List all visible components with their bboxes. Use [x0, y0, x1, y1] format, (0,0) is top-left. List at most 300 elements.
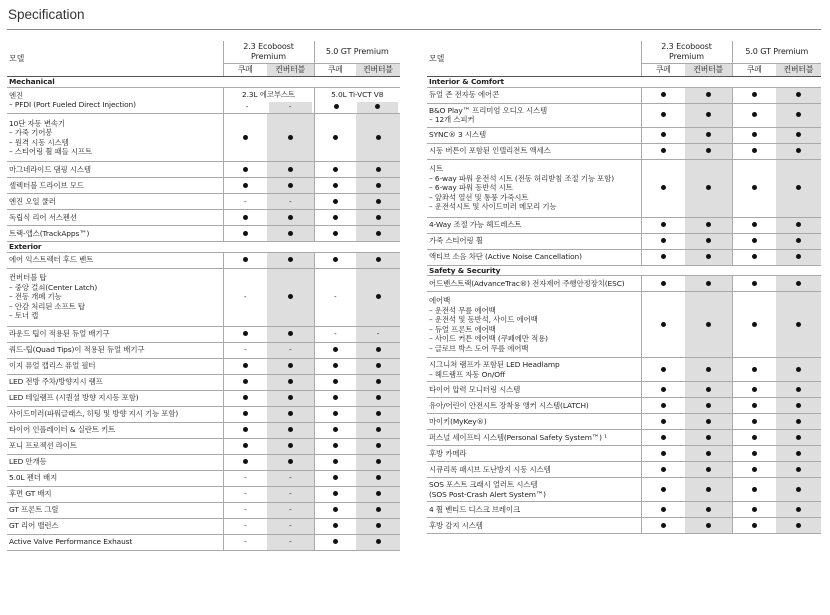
availability-cell — [732, 430, 776, 446]
availability-cell — [356, 178, 400, 194]
availability-cell — [685, 217, 732, 233]
header-row — [427, 41, 821, 64]
spec-row — [427, 249, 821, 265]
section-title: Mechanical — [7, 77, 400, 88]
standard-dot-icon — [661, 254, 666, 259]
availability-cell — [732, 143, 776, 159]
feature-label — [427, 103, 641, 127]
standard-dot-icon — [752, 322, 757, 327]
not-available-dash: - — [288, 345, 292, 355]
model-header: 모델 — [427, 41, 641, 77]
availability-cell — [641, 398, 685, 414]
availability-cell — [314, 194, 356, 210]
standard-dot-icon — [661, 222, 666, 227]
spec-row — [7, 422, 400, 438]
availability-cell — [685, 358, 732, 382]
availability-cell — [776, 414, 821, 430]
spec-row — [427, 430, 821, 446]
availability-cell — [356, 162, 400, 178]
feature-line: – 운전석 무릎 에어백 — [429, 305, 496, 315]
not-available-dash: - — [376, 329, 380, 339]
availability-cell — [314, 438, 356, 454]
availability-cell — [314, 406, 356, 422]
availability-cell — [685, 233, 732, 249]
feature-label — [7, 374, 223, 390]
availability-cell — [267, 178, 314, 194]
standard-dot-icon — [333, 459, 338, 464]
standard-dot-icon — [706, 281, 711, 286]
availability-cell — [776, 518, 821, 534]
standard-dot-icon — [333, 183, 338, 188]
trim-header-line2: Premium — [669, 52, 704, 61]
availability-cell — [776, 382, 821, 398]
not-available-dash: - — [243, 537, 247, 547]
standard-dot-icon — [243, 135, 248, 140]
standard-dot-icon — [661, 281, 666, 286]
availability-cell — [223, 390, 267, 406]
feature-label — [7, 470, 223, 486]
standard-dot-icon — [333, 379, 338, 384]
feature-line: 에어백 — [429, 296, 451, 305]
availability-cell — [356, 342, 400, 358]
availability-cell — [314, 178, 356, 194]
availability-cell — [685, 446, 732, 462]
availability-cell — [685, 292, 732, 358]
availability-cell — [223, 342, 267, 358]
availability-cell — [314, 454, 356, 470]
feature-line: GT 프론트 그릴 — [9, 505, 59, 515]
availability-cell — [732, 127, 776, 143]
feature-line: 사이드미러(파워글래스, 히팅 및 방향 지시 기능 포함) — [9, 409, 179, 419]
feature-line: 쿼드-팁(Quad Tips)이 적용된 듀얼 배기구 — [9, 345, 145, 355]
standard-dot-icon — [752, 403, 757, 408]
availability-cell — [314, 226, 356, 242]
availability-cell — [223, 438, 267, 454]
not-available-dash: - — [245, 102, 249, 111]
spec-row — [427, 478, 821, 502]
convertible-header: 컨버터블 — [356, 64, 400, 77]
availability-cell — [685, 478, 732, 502]
mark-cell — [317, 102, 358, 113]
feature-line: Active Valve Performance Exhaust — [9, 537, 133, 547]
feature-line: – 앞좌석 열선 및 통풍 가죽시트 — [429, 192, 529, 202]
availability-cell — [685, 502, 732, 518]
standard-dot-icon — [376, 379, 381, 384]
standard-dot-icon — [333, 395, 338, 400]
feature-label — [427, 217, 641, 233]
availability-cell — [356, 486, 400, 502]
availability-cell — [267, 534, 314, 550]
standard-dot-icon — [706, 254, 711, 259]
feature-line: – 안감 처리된 소프트 탑 — [9, 301, 85, 311]
spec-row — [7, 342, 400, 358]
coupe-header: 쿠페 — [641, 64, 685, 77]
feature-label — [7, 390, 223, 406]
feature-line: 셀렉터블 드라이브 모드 — [9, 180, 84, 190]
standard-dot-icon — [752, 523, 757, 528]
availability-cell — [776, 233, 821, 249]
availability-cell — [267, 358, 314, 374]
section-title: Safety & Security — [427, 265, 821, 276]
availability-cell — [732, 217, 776, 233]
availability-cell — [356, 406, 400, 422]
section-title: Interior & Comfort — [427, 77, 821, 88]
trim-header-ecoboost — [641, 41, 732, 64]
standard-dot-icon — [661, 467, 666, 472]
availability-cell — [641, 249, 685, 265]
standard-dot-icon — [333, 135, 338, 140]
standard-dot-icon — [752, 451, 757, 456]
standard-dot-icon — [375, 104, 380, 109]
feature-line: – 헤드램프 자동 On/Off — [429, 369, 505, 379]
standard-dot-icon — [376, 231, 381, 236]
standard-dot-icon — [376, 395, 381, 400]
feature-line: 이지 퓨얼 캡리스 퓨얼 필터 — [9, 361, 96, 371]
availability-cell — [314, 252, 356, 268]
availability-cell — [223, 422, 267, 438]
spec-row — [7, 226, 400, 242]
standard-dot-icon — [243, 379, 248, 384]
feature-label — [7, 252, 223, 268]
standard-dot-icon — [706, 467, 711, 472]
standard-dot-icon — [706, 523, 711, 528]
availability-cell — [223, 358, 267, 374]
standard-dot-icon — [334, 104, 339, 109]
convertible-header: 컨버터블 — [267, 64, 314, 77]
standard-dot-icon — [796, 112, 801, 117]
standard-dot-icon — [333, 443, 338, 448]
not-available-dash: - — [333, 329, 337, 339]
availability-cell — [267, 454, 314, 470]
standard-dot-icon — [796, 523, 801, 528]
availability-cell — [223, 406, 267, 422]
feature-line: – 듀얼 프론트 에어백 — [429, 324, 496, 334]
standard-dot-icon — [661, 112, 666, 117]
feature-label — [7, 422, 223, 438]
standard-dot-icon — [333, 257, 338, 262]
feature-label — [7, 226, 223, 242]
not-available-dash: - — [243, 489, 247, 499]
feature-line: 엔진 오일 쿨러 — [9, 196, 56, 206]
standard-dot-icon — [796, 419, 801, 424]
feature-label — [427, 143, 641, 159]
feature-line: SOS 포스트 크래시 얼러트 시스템 — [429, 480, 538, 489]
spec-row — [7, 518, 400, 534]
availability-cell — [356, 226, 400, 242]
availability-cell — [641, 502, 685, 518]
feature-label — [427, 249, 641, 265]
standard-dot-icon — [288, 363, 293, 368]
standard-dot-icon — [288, 215, 293, 220]
availability-cell — [776, 358, 821, 382]
feature-line: 트랙-앱스(TrackApps™) — [9, 228, 90, 238]
trim-header-gt: 5.0 GT Premium — [314, 41, 400, 64]
standard-dot-icon — [752, 281, 757, 286]
spec-row — [427, 217, 821, 233]
availability-cell — [314, 502, 356, 518]
engine-value — [223, 87, 314, 114]
feature-line: B&O Play™ 프리미엄 오디오 시스템 — [429, 105, 548, 115]
feature-line: 4-Way 조절 가능 헤드레스트 — [429, 220, 522, 230]
standard-dot-icon — [376, 363, 381, 368]
standard-dot-icon — [243, 183, 248, 188]
not-available-dash: - — [288, 537, 292, 547]
standard-dot-icon — [376, 507, 381, 512]
feature-line: – 원격 시동 시스템 — [9, 137, 69, 147]
feature-label — [427, 478, 641, 502]
availability-cell — [356, 252, 400, 268]
availability-cell — [267, 438, 314, 454]
standard-dot-icon — [376, 183, 381, 188]
feature-label — [427, 233, 641, 249]
standard-dot-icon — [661, 435, 666, 440]
standard-dot-icon — [333, 199, 338, 204]
standard-dot-icon — [706, 322, 711, 327]
standard-dot-icon — [796, 254, 801, 259]
availability-cell — [732, 292, 776, 358]
spec-row — [7, 114, 400, 162]
not-available-dash: - — [243, 473, 247, 483]
standard-dot-icon — [752, 132, 757, 137]
spec-row — [7, 486, 400, 502]
availability-cell — [356, 390, 400, 406]
standard-dot-icon — [376, 167, 381, 172]
feature-label — [7, 438, 223, 454]
availability-cell — [356, 534, 400, 550]
spec-row — [7, 502, 400, 518]
standard-dot-icon — [376, 215, 381, 220]
feature-label — [7, 486, 223, 502]
availability-cell — [314, 114, 356, 162]
feature-line: – 12개 스피커 — [429, 115, 475, 124]
standard-dot-icon — [706, 451, 711, 456]
availability-cell — [732, 233, 776, 249]
availability-cell — [776, 249, 821, 265]
trim-header-gt: 5.0 GT Premium — [732, 41, 821, 64]
standard-dot-icon — [243, 395, 248, 400]
standard-dot-icon — [796, 403, 801, 408]
feature-line: 후방 카메라 — [429, 448, 467, 458]
standard-dot-icon — [243, 231, 248, 236]
availability-cell — [685, 249, 732, 265]
availability-cell — [641, 103, 685, 127]
trim-header-line1: 2.3 Ecoboost — [243, 42, 294, 51]
availability-cell — [685, 398, 732, 414]
standard-dot-icon — [752, 254, 757, 259]
availability-cell — [641, 159, 685, 217]
availability-cell — [356, 210, 400, 226]
standard-dot-icon — [661, 92, 666, 97]
standard-dot-icon — [661, 367, 666, 372]
standard-dot-icon — [752, 419, 757, 424]
mark-cell — [269, 102, 312, 113]
spec-row — [7, 252, 400, 268]
standard-dot-icon — [243, 459, 248, 464]
feature-label — [7, 342, 223, 358]
standard-dot-icon — [796, 238, 801, 243]
standard-dot-icon — [661, 523, 666, 528]
not-available-dash: - — [288, 102, 292, 111]
standard-dot-icon — [333, 491, 338, 496]
availability-cell — [314, 326, 356, 342]
feature-line: – 6-way 파워 운전석 시트 (전동 허리받침 조절 기능 포함) — [429, 173, 614, 183]
availability-cell — [314, 162, 356, 178]
spec-row — [427, 502, 821, 518]
feature-label — [7, 406, 223, 422]
standard-dot-icon — [376, 135, 381, 140]
standard-dot-icon — [706, 222, 711, 227]
standard-dot-icon — [376, 539, 381, 544]
availability-cell — [267, 518, 314, 534]
feature-label — [427, 292, 641, 358]
availability-cell — [223, 114, 267, 162]
standard-dot-icon — [243, 411, 248, 416]
feature-label — [7, 518, 223, 534]
feature-label — [427, 502, 641, 518]
feature-label — [427, 398, 641, 414]
feature-line: 10단 자동 변속기 — [9, 118, 65, 128]
standard-dot-icon — [661, 451, 666, 456]
standard-dot-icon — [288, 135, 293, 140]
section-row — [427, 77, 821, 88]
availability-cell — [356, 454, 400, 470]
feature-label — [427, 462, 641, 478]
feature-label — [7, 534, 223, 550]
availability-cell — [223, 502, 267, 518]
engine-marks — [226, 102, 312, 113]
feature-line: LED 안개등 — [9, 457, 47, 467]
standard-dot-icon — [796, 92, 801, 97]
availability-cell — [314, 518, 356, 534]
availability-cell — [267, 194, 314, 210]
spec-table-left — [7, 41, 400, 551]
standard-dot-icon — [661, 403, 666, 408]
standard-dot-icon — [288, 294, 293, 299]
spec-row — [427, 518, 821, 534]
feature-line: 포니 프로젝션 라이트 — [9, 441, 77, 451]
feature-line: 어드밴스트랙(AdvanceTrac®) 전자제어 주행안정장치(ESC) — [429, 278, 625, 288]
not-available-dash: - — [243, 521, 247, 531]
standard-dot-icon — [706, 148, 711, 153]
model-header: 모델 — [7, 41, 223, 77]
standard-dot-icon — [376, 199, 381, 204]
standard-dot-icon — [796, 367, 801, 372]
availability-cell — [641, 462, 685, 478]
feature-line: – 토너 캡 — [9, 311, 39, 321]
spec-row — [427, 358, 821, 382]
standard-dot-icon — [796, 451, 801, 456]
availability-cell — [732, 159, 776, 217]
availability-cell — [267, 162, 314, 178]
availability-cell — [641, 143, 685, 159]
not-available-dash: - — [288, 473, 292, 483]
availability-cell — [685, 518, 732, 534]
availability-cell — [685, 430, 732, 446]
standard-dot-icon — [288, 183, 293, 188]
availability-cell — [641, 414, 685, 430]
availability-cell — [776, 159, 821, 217]
availability-cell — [267, 406, 314, 422]
convertible-header: 컨버터블 — [685, 64, 732, 77]
availability-cell — [732, 478, 776, 502]
standard-dot-icon — [376, 294, 381, 299]
availability-cell — [776, 217, 821, 233]
spec-row — [7, 210, 400, 226]
standard-dot-icon — [752, 387, 757, 392]
feature-line: – 6-way 파워 동반석 시트 — [429, 183, 513, 193]
not-available-dash: - — [243, 292, 247, 302]
feature-label — [7, 454, 223, 470]
section-title: Exterior — [7, 242, 400, 253]
availability-cell — [223, 252, 267, 268]
standard-dot-icon — [288, 167, 293, 172]
spec-row — [427, 143, 821, 159]
availability-cell — [267, 252, 314, 268]
availability-cell — [641, 276, 685, 292]
standard-dot-icon — [752, 238, 757, 243]
feature-label — [7, 268, 223, 326]
convertible-header: 컨버터블 — [776, 64, 821, 77]
standard-dot-icon — [333, 507, 338, 512]
standard-dot-icon — [288, 411, 293, 416]
availability-cell — [356, 268, 400, 326]
feature-line: 라운드 팁이 적용된 듀얼 배기구 — [9, 329, 110, 339]
spec-row — [7, 87, 400, 114]
standard-dot-icon — [796, 322, 801, 327]
feature-label — [427, 446, 641, 462]
feature-label — [427, 382, 641, 398]
header-row — [7, 41, 400, 64]
standard-dot-icon — [752, 148, 757, 153]
not-available-dash: - — [288, 505, 292, 515]
feature-line: GT 리어 밸런스 — [9, 521, 59, 531]
feature-line: 시그니쳐 램프가 포함된 LED Headlamp — [429, 360, 560, 369]
feature-line: – 전동 개폐 기능 — [9, 292, 62, 302]
standard-dot-icon — [333, 475, 338, 480]
availability-cell — [223, 486, 267, 502]
standard-dot-icon — [376, 523, 381, 528]
not-available-dash: - — [243, 196, 247, 206]
feature-line: LED 전방 주차/방향지시 램프 — [9, 377, 103, 387]
feature-line: 컨버터블 탑 — [9, 273, 47, 283]
spec-row — [7, 406, 400, 422]
standard-dot-icon — [706, 387, 711, 392]
availability-cell — [776, 502, 821, 518]
feature-label — [7, 87, 223, 114]
availability-cell — [641, 478, 685, 502]
availability-cell — [267, 268, 314, 326]
mark-cell — [357, 102, 398, 113]
availability-cell — [732, 87, 776, 103]
standard-dot-icon — [752, 467, 757, 472]
trim-header-line1: 2.3 Ecoboost — [661, 42, 712, 51]
coupe-header: 쿠페 — [732, 64, 776, 77]
standard-dot-icon — [376, 411, 381, 416]
availability-cell — [267, 342, 314, 358]
spec-row — [427, 233, 821, 249]
availability-cell — [641, 87, 685, 103]
availability-cell — [356, 518, 400, 534]
availability-cell — [223, 226, 267, 242]
standard-dot-icon — [706, 185, 711, 190]
availability-cell — [314, 210, 356, 226]
feature-line: – 글로브 박스 도어 무릎 에어백 — [429, 343, 529, 353]
spec-row — [7, 438, 400, 454]
standard-dot-icon — [752, 222, 757, 227]
availability-cell — [776, 478, 821, 502]
feature-line: 시동 버튼이 포함된 인텔리전트 액세스 — [429, 146, 551, 156]
availability-cell — [732, 414, 776, 430]
